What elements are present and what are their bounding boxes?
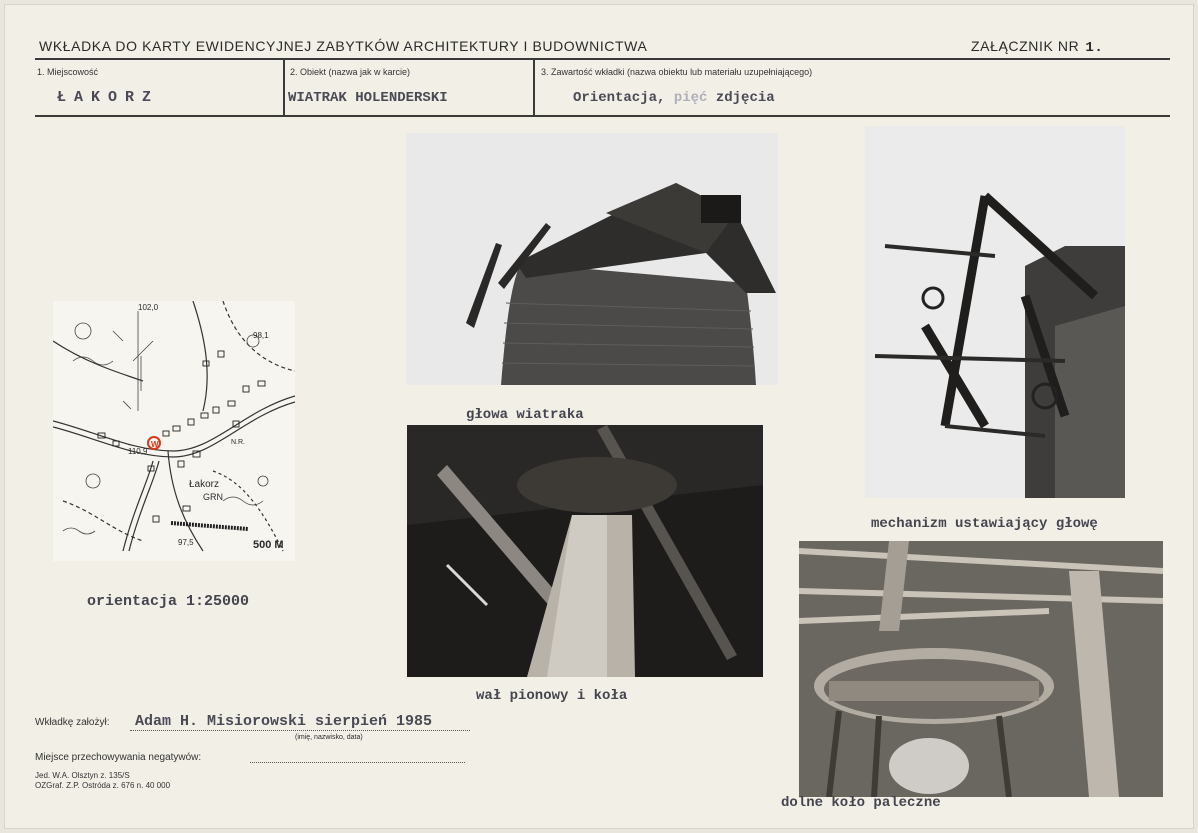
map-label-height-2: 98,1: [253, 331, 269, 340]
photo-windmill-head: [406, 133, 778, 385]
header-rule: [35, 58, 1170, 60]
field-divider-2: [533, 58, 535, 116]
field-content-value: [573, 90, 775, 106]
annex-label: ZAŁĄCZNIK NR: [971, 38, 1080, 54]
author-label: Wkładkę założył:: [35, 717, 110, 728]
field-locality-value: ŁAKORZ: [57, 89, 160, 106]
registry-card: [4, 4, 1194, 829]
fields-rule: [35, 115, 1170, 117]
map-scale-label: 500 M: [253, 539, 284, 551]
map-label-height-3: 110,9: [128, 447, 148, 456]
svg-text:W: W: [151, 440, 159, 449]
map-label-nr: N.R.: [231, 439, 245, 446]
caption-windmill-head: głowa wiatraka: [466, 407, 584, 423]
print-line-1: Jed. W.A. Olsztyn z. 135/S: [35, 771, 130, 780]
orientation-map: [53, 301, 295, 561]
map-label-grn: GRN: [203, 492, 223, 502]
caption-lower-cogwheel: dolne koło paleczne: [781, 795, 941, 811]
content-text-c: zdjęcia: [715, 90, 775, 106]
map-drawing: [53, 301, 295, 561]
map-label-height-4: 97,5: [178, 538, 194, 547]
annex-number: [971, 38, 1103, 56]
map-label-height-1: 102,0: [138, 303, 159, 312]
field-divider-1: [283, 58, 285, 116]
caption-turning-mechanism: mechanizm ustawiający głowę: [871, 516, 1098, 532]
card-title: WKŁADKA DO KARTY EWIDENCYJNEJ ZABYTKÓW ARCHITEKTURY I BUDOWNICTWA: [39, 38, 648, 54]
map-label-town: Łakorz: [189, 479, 220, 490]
author-value: Adam H. Misiorowski sierpień 1985: [135, 713, 433, 730]
author-hint: (imię, nazwisko, data): [295, 734, 363, 741]
author-line: [130, 730, 470, 731]
caption-vertical-shaft: wał pionowy i koła: [476, 688, 628, 704]
content-text-a: Orientacja,: [573, 90, 666, 106]
annex-value: 1.: [1085, 40, 1104, 56]
content-text-b: pięć: [673, 90, 708, 106]
storage-label: Miejsce przechowywania negatywów:: [35, 752, 202, 763]
photo-lower-cogwheel: [799, 541, 1163, 797]
field-locality-label: 1. Miejscowość: [37, 67, 99, 77]
photo-vertical-shaft: [407, 425, 763, 677]
storage-line: [250, 762, 465, 763]
map-caption: orientacja 1:25000: [87, 593, 250, 610]
photo-turning-mechanism: [865, 126, 1125, 498]
field-content-label: 3. Zawartość wkładki (nazwa obiektu lub materiału uzupełniającego): [541, 67, 813, 77]
field-object-value: WIATRAK HOLENDERSKI: [288, 90, 448, 106]
field-object-label: 2. Obiekt (nazwa jak w karcie): [290, 67, 411, 77]
print-line-2: OZGraf. Z.P. Ostróda z. 676 n. 40 000: [35, 781, 171, 790]
